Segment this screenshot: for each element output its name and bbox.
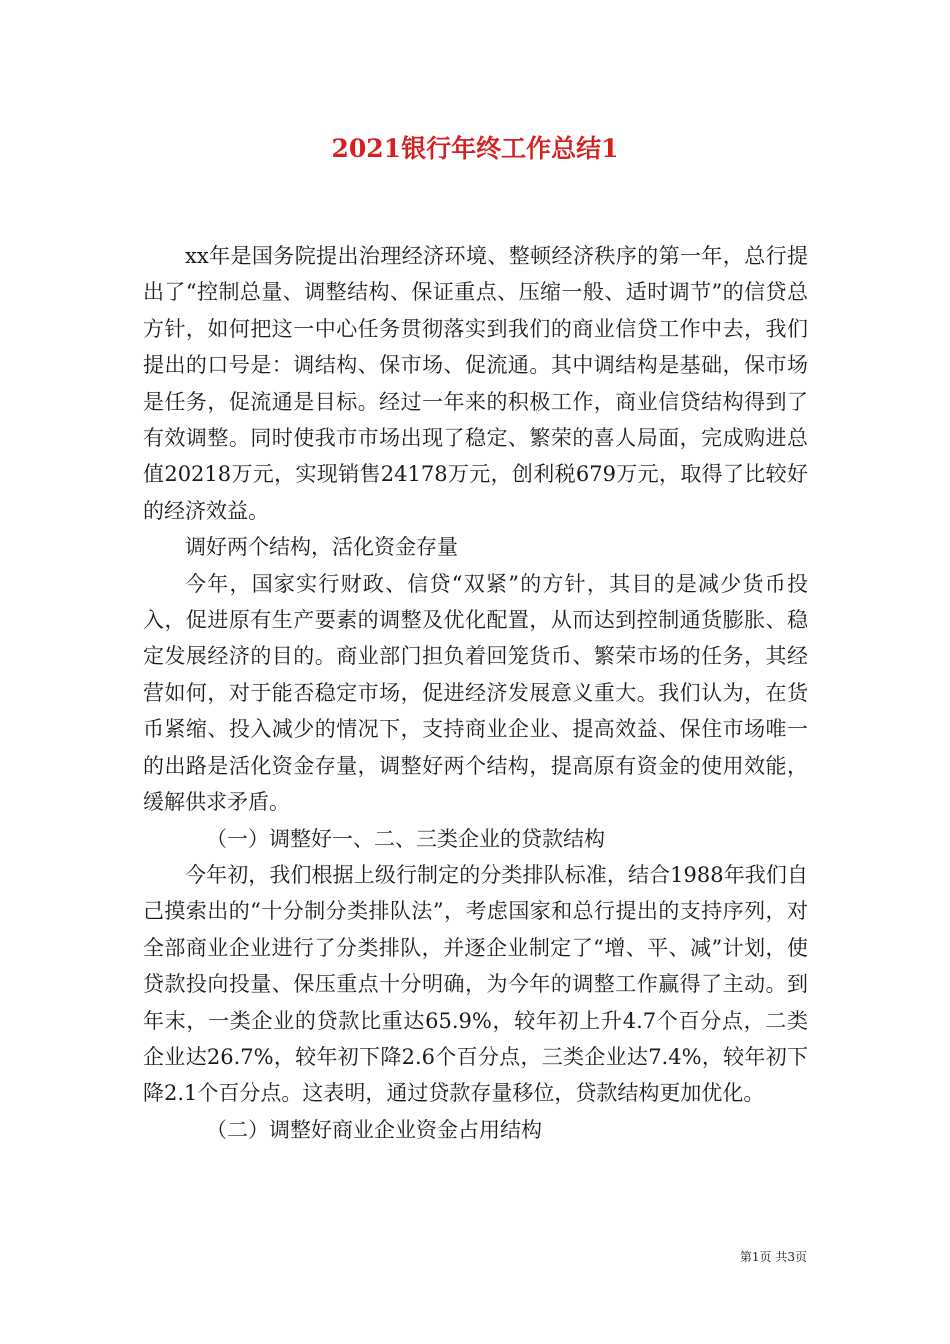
body-paragraph: 今年初，我们根据上级行制定的分类排队标准，结合1988年我们自己摸索出的“十分制分类排队法”，考虑国家和总行提出的支持序列，对全部商业企业进行了分类排队，并逐企业制定了“增、平、减”计划，使贷款投向投量、保压重点十分明确，为今年的调整工作赢得了主动。到年末，一类企业的贷款比重达65.9%，较年初上升4.7个百分点，二类企业达26.7%，较年初下降2.6个百分点，三类企业达7.4%，较年初下降2.1个百分点。这表明，通过贷款存量移位，贷款结构更加优化。 xyxy=(143,862,808,1106)
document-body xyxy=(143,238,808,1148)
document-title: 2021银行年终工作总结1 xyxy=(331,134,619,163)
subsection-heading-2: （二）调整好商业企业资金占用结构 xyxy=(206,1117,542,1142)
page-number: 第1页 共3页 xyxy=(739,1250,807,1264)
section-heading: 调好两个结构，活化资金存量 xyxy=(185,535,458,560)
body-paragraph: 今年，国家实行财政、信贷“双紧”的方针，其目的是减少货币投入，促进原有生产要素的调整及优化配置，从而达到控制通货膨胀、稳定发展经济的目的。商业部门担负着回笼货币、繁荣市场的任务，其经营如何，对于能否稳定市场，促进经济发展意义重大。我们认为，在货币紧缩、投入减少的情况下，支持商业企业、提高效益、保住市场唯一的出路是活化资金存量，调整好两个结构，提高原有资金的使用效能，缓解供求矛盾。 xyxy=(143,571,808,815)
subsection-heading-1: （一）调整好一、二、三类企业的贷款结构 xyxy=(206,826,605,851)
intro-paragraph: xx年是国务院提出治理经济环境、整顿经济秩序的第一年，总行提出了“控制总量、调整结构、保证重点、压缩一般、适时调节”的信贷总方针，如何把这一中心任务贯彻落实到我们的商业信贷工作中去，我们提出的口号是：调结构、保市场、促流通。其中调结构是基础，保市场是任务，促流通是目标。经过一年来的积极工作，商业信贷结构得到了有效调整。同时使我市市场出现了稳定、繁荣的喜人局面，完成购进总值20218万元，实现销售24178万元，创利税679万元，取得了比较好的经济效益。 xyxy=(143,244,808,523)
